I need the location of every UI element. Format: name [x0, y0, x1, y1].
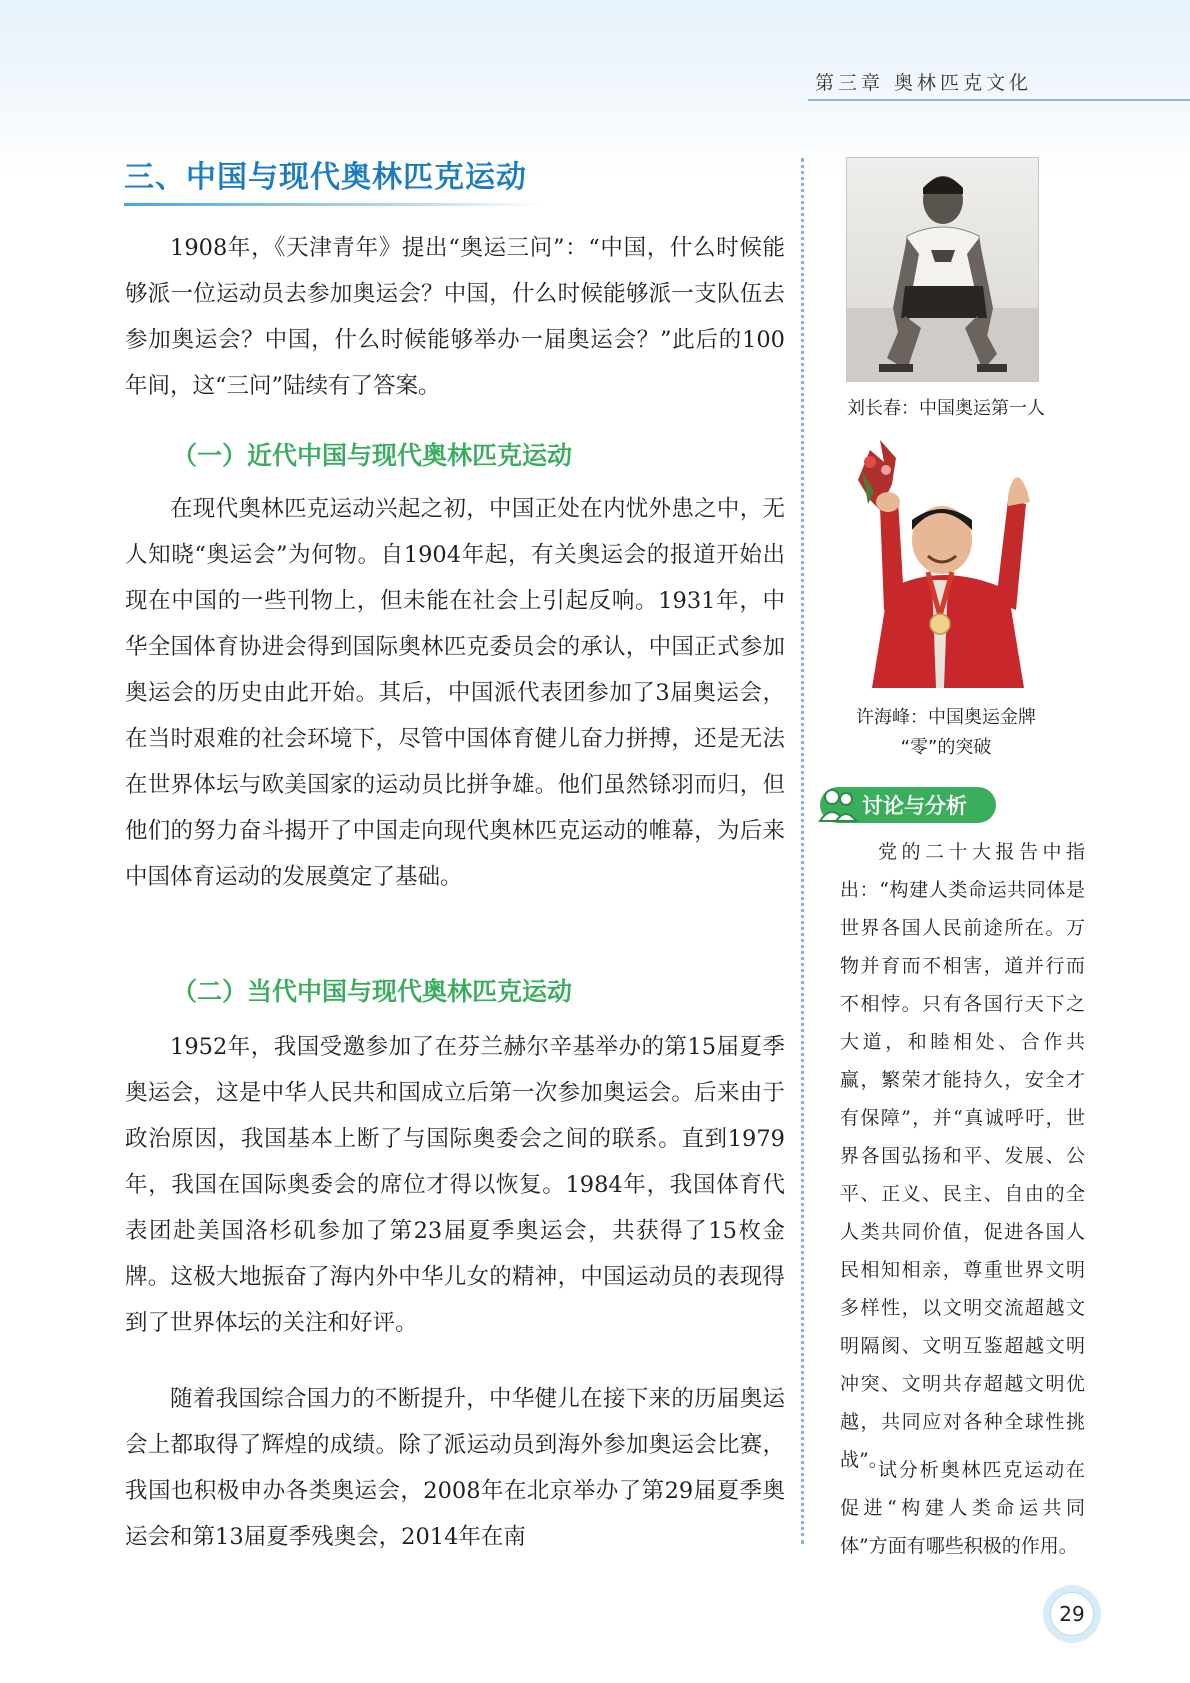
discussion-paragraph-1: 党的二十大报告中指出：“构建人类命运共同体是世界各国人民前途所在。万物并育而不相害，道并行而不相悖。只有各国行天下之大道，和睦相处、合作共赢，繁荣才能持久，安全才有保障”，并“真诚呼吁，世界各国弘扬和平、发展、公平、正义、民主、自由的全人类共同价值，促进各国人民相知相亲，尊重世界文明多样性，以文明交流超越文明隔阂、文明互鉴超越文明冲突、文明共存超越文明优越，共同应对各种全球性挑战”。	[840, 841, 1085, 1471]
caption-xu-haifeng-line1: 许海峰：中国奥运金牌	[856, 707, 1036, 728]
discussion-label: 讨论与分析	[862, 794, 967, 818]
subsection-2-paragraph-1: 1952年，我国受邀参加了在芬兰赫尔辛基举办的第15届夏季奥运会，这是中华人民共和国成立后第一次参加奥运会。后来由于政治原因，我国基本上断了与国际奥委会之间的联系。直到1979年，我国在国际奥委会的席位才得以恢复。1984年，我国体育代表团赴美国洛杉矶参加了第23届夏季奥运会，共获得了15枚金牌。这极大地振奋了海内外中华儿女的精神，中国运动员的表现得到了世界体坛的关注和好评。	[125, 1034, 785, 1336]
column-divider	[801, 158, 804, 1544]
photo-xu-haifeng	[840, 440, 1040, 688]
discussion-paragraph-2: 试分析奥林匹克运动在促进“构建人类命运共同体”方面有哪些积极的作用。	[840, 1459, 1085, 1557]
chapter-heading: 第三章 奥林匹克文化	[815, 72, 1033, 94]
discussion-people-icon	[816, 785, 860, 825]
subsection-1-paragraph: 在现代奥林匹克运动兴起之初，中国正处在内忧外患之中，无人知晓“奥运会”为何物。自1904年起，有关奥运会的报道开始出现在中国的一些刊物上，但未能在社会上引起反响。1931年，中华全国体育协进会得到国际奥林匹克委员会的承认，中国正式参加奥运会的历史由此开始。其后，中国派代表团参加了3届奥运会，在当时艰难的社会环境下，尽管中国体育健儿奋力拼搏，还是无法在世界体坛与欧美国家的运动员比拼争雄。他们虽然铩羽而归，但他们的努力奋斗揭开了中国走向现代奥林匹克运动的帷幕，为后来中国体育运动的发展奠定了基础。	[125, 496, 785, 890]
caption-liu-changchun: 刘长春：中国奥运第一人	[847, 398, 1045, 419]
page-number: 29	[1050, 1592, 1094, 1636]
photo-liu-changchun	[846, 157, 1039, 382]
chapter-rule	[808, 99, 1190, 101]
intro-paragraph: 1908年，《天津青年》提出“奥运三问”：“中国，什么时候能够派一位运动员去参加奥运会？中国，什么时候能够派一支队伍去参加奥运会？中国，什么时候能够举办一届奥运会？”此后的100年间，这“三问”陆续有了答案。	[125, 235, 785, 399]
subsection-1-title: （一）近代中国与现代奥林匹克运动	[172, 441, 573, 470]
caption-xu-haifeng-line2: “零”的突破	[900, 737, 992, 758]
subsection-2-title: （二）当代中国与现代奥林匹克运动	[172, 977, 573, 1006]
section-title-underline	[124, 203, 544, 206]
page-number-badge	[1043, 1585, 1101, 1643]
section-title: 三、中国与现代奥林匹克运动	[124, 160, 527, 195]
subsection-2-paragraph-2: 随着我国综合国力的不断提升，中华健儿在接下来的历届奥运会上都取得了辉煌的成绩。除了派运动员到海外参加奥运会比赛，我国也积极申办各类奥运会，2008年在北京举办了第29届夏季奥运会和第13届夏季残奥会，2014年在南	[125, 1386, 785, 1550]
